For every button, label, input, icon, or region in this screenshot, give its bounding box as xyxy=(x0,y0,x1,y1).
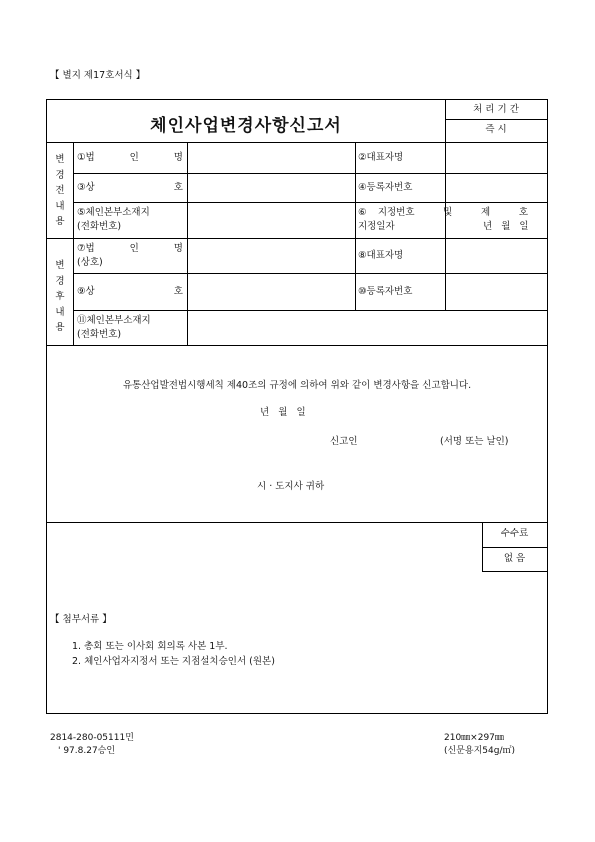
before-section-label: 변경전내용 xyxy=(55,154,65,227)
trade-name-text: 상 호 xyxy=(85,182,183,193)
before-reg-no-label: ④등록자번호 xyxy=(358,182,413,193)
before-designation-no-label: ⑥지정번호 및 제 호 xyxy=(358,207,528,218)
footer-paper: (신문용지54g/㎡) xyxy=(444,746,515,756)
footer-code: 2814-280-05111민 xyxy=(50,733,134,743)
corp-name-text: 법 인 명 xyxy=(85,243,183,254)
after-corp-name-label xyxy=(77,243,183,255)
num-3: ③ xyxy=(77,182,86,193)
after-rep-name-label: ⑧대표자명 xyxy=(358,250,404,261)
processing-period-value: 즉 시 xyxy=(485,124,507,135)
processing-period-header: 처 리 기 간 xyxy=(473,104,519,115)
form-number: 【 별지 제17호서식 】 xyxy=(50,70,146,81)
declaration-date-line: 년 월 일 xyxy=(260,407,306,418)
attachments-header: 【 첨부서류 】 xyxy=(50,614,112,625)
fee-value: 없 음 xyxy=(503,553,526,564)
form-title: 체인사업변경사항신고서 xyxy=(150,116,342,136)
after-trade-name-label xyxy=(77,286,183,298)
after-corp-trade-label: (상호) xyxy=(77,257,103,268)
signature-label: (서명 또는 날인) xyxy=(440,436,509,447)
trade-name-text: 상 호 xyxy=(85,286,183,297)
before-corp-name-label xyxy=(77,152,183,164)
after-reg-no-label: ⑩등록자번호 xyxy=(358,286,413,297)
before-rep-name-label: ②대표자명 xyxy=(358,152,404,163)
addressee: 시 · 도지사 귀하 xyxy=(257,481,325,492)
after-hq-phone-label: (전화번호) xyxy=(77,329,122,340)
declaration-statement: 유통산업발전법시행세칙 제40조의 규정에 의하여 위와 같이 변경사항을 신고합니다. xyxy=(122,380,472,391)
before-trade-name-label xyxy=(77,182,183,194)
before-hq-phone-label: (전화번호) xyxy=(77,221,122,232)
fee-header: 수수료 xyxy=(500,528,529,539)
footer-size: 210㎜×297㎜ xyxy=(444,733,504,743)
num-7: ⑦ xyxy=(77,243,86,254)
num-1: ① xyxy=(77,152,86,163)
after-hq-address-label: ⑪체인본부소재지 xyxy=(77,315,151,326)
attachment-item: 2. 체인사업자지정서 또는 지점설치승인서 (원본) xyxy=(72,656,275,667)
declarant-label: 신고인 xyxy=(330,436,358,447)
after-section-label: 변경후내용 xyxy=(55,260,65,333)
num-9: ⑨ xyxy=(77,286,86,297)
before-hq-address-label: ⑤체인본부소재지 xyxy=(77,207,150,218)
corp-name-text: 법 인 명 xyxy=(85,152,183,163)
footer-approval: ' 97.8.27승인 xyxy=(58,746,116,756)
attachment-item: 1. 총회 또는 이사회 회의록 사본 1부. xyxy=(72,641,228,652)
before-designation-date-label: 지정일자 xyxy=(358,221,395,232)
before-date-fields: 년 월 일 xyxy=(483,221,529,232)
